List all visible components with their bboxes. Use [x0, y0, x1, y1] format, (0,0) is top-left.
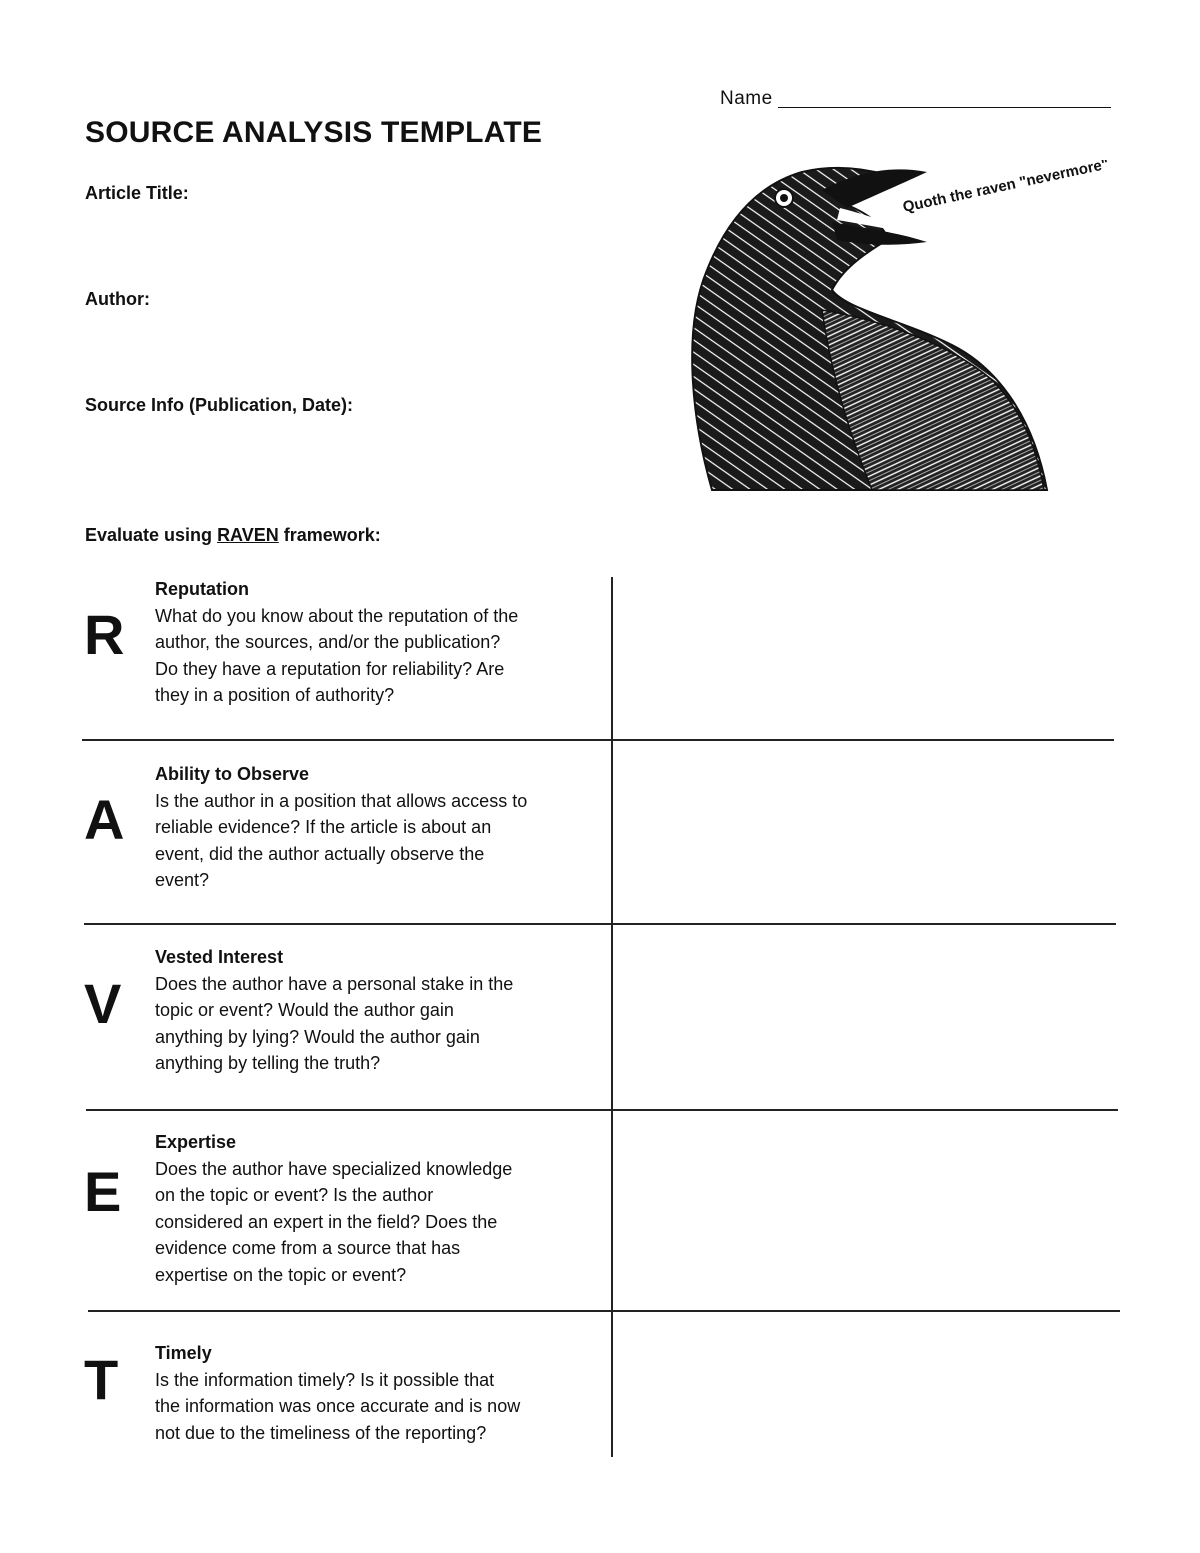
answer-cell-vested[interactable] [614, 926, 1112, 1106]
answer-cell-reputation[interactable] [614, 580, 1112, 736]
name-field[interactable] [778, 107, 1111, 108]
criterion-line: they in a position of authority? [155, 685, 395, 705]
criterion-line: Do they have a reputation for reliability? Are [155, 658, 505, 679]
criterion-line: expertise on the topic or event? [155, 1264, 407, 1285]
author-label: Author: [85, 289, 150, 309]
column-divider [611, 577, 613, 1457]
raven-illustration [672, 160, 1112, 500]
criterion-heading: Timely [155, 1343, 212, 1363]
letter-r: R [84, 603, 125, 666]
criterion-line: Is the information timely? Is it possible that [155, 1369, 495, 1390]
row-divider [88, 1310, 1120, 1312]
row-divider [86, 1109, 1118, 1111]
criterion-line: anything by lying? Would the author gain [155, 1026, 480, 1047]
criterion-line: author, the sources, and/or the publication? [155, 632, 501, 652]
criterion-line: event? [155, 870, 210, 890]
criterion-line: Does the author have specialized knowledge [155, 1158, 513, 1179]
criterion-line: reliable evidence? If the article is about an [155, 817, 492, 837]
criterion-heading: Expertise [155, 1132, 237, 1152]
criterion-line: considered an expert in the field? Does the [155, 1211, 498, 1232]
answer-cell-ability[interactable] [614, 742, 1112, 920]
criterion-line: the information was once accurate and is now [155, 1396, 521, 1416]
letter-e: E [84, 1160, 122, 1223]
criterion-line: on the topic or event? Is the author [155, 1185, 434, 1205]
name-label: Name [720, 88, 773, 109]
criterion-line: Does the author have a personal stake in the [155, 973, 514, 994]
criterion-expertise [155, 1129, 575, 1288]
answer-cell-timely[interactable] [614, 1313, 1112, 1453]
criterion-line: event, did the author actually observe the [155, 843, 485, 864]
article-title-label: Article Title: [85, 183, 189, 203]
row-divider [82, 739, 1114, 741]
evaluate-suffix: framework: [283, 525, 381, 545]
criterion-line: anything by telling the truth? [155, 1053, 381, 1073]
criterion-line: Is the author in a position that allows access to [155, 790, 528, 811]
row-divider [84, 923, 1116, 925]
criterion-vested-interest [155, 944, 575, 1077]
framework-name: RAVEN [217, 525, 279, 545]
evaluate-prefix: Evaluate using [85, 525, 213, 545]
source-info-label: Source Info (Publication, Date): [85, 395, 354, 415]
criterion-line: topic or event? Would the author gain [155, 1000, 454, 1020]
raven-caption: Quoth the raven "nevermore" [901, 160, 1111, 216]
criterion-line: What do you know about the reputation of the [155, 605, 519, 626]
page-title: SOURCE ANALYSIS TEMPLATE [85, 116, 543, 149]
letter-v: V [84, 972, 122, 1035]
criterion-line: evidence come from a source that has [155, 1238, 461, 1258]
criterion-ability-to-observe [155, 761, 575, 894]
answer-cell-expertise[interactable] [614, 1112, 1112, 1307]
criterion-heading: Ability to Observe [155, 764, 310, 784]
criterion-timely [155, 1340, 575, 1446]
criterion-reputation [155, 576, 575, 709]
criterion-heading: Reputation [155, 579, 249, 599]
criterion-heading: Vested Interest [155, 947, 284, 967]
evaluate-heading [85, 525, 381, 546]
letter-t: T [84, 1348, 119, 1411]
letter-a: A [84, 788, 125, 851]
criterion-line: not due to the timeliness of the reporting? [155, 1422, 487, 1443]
